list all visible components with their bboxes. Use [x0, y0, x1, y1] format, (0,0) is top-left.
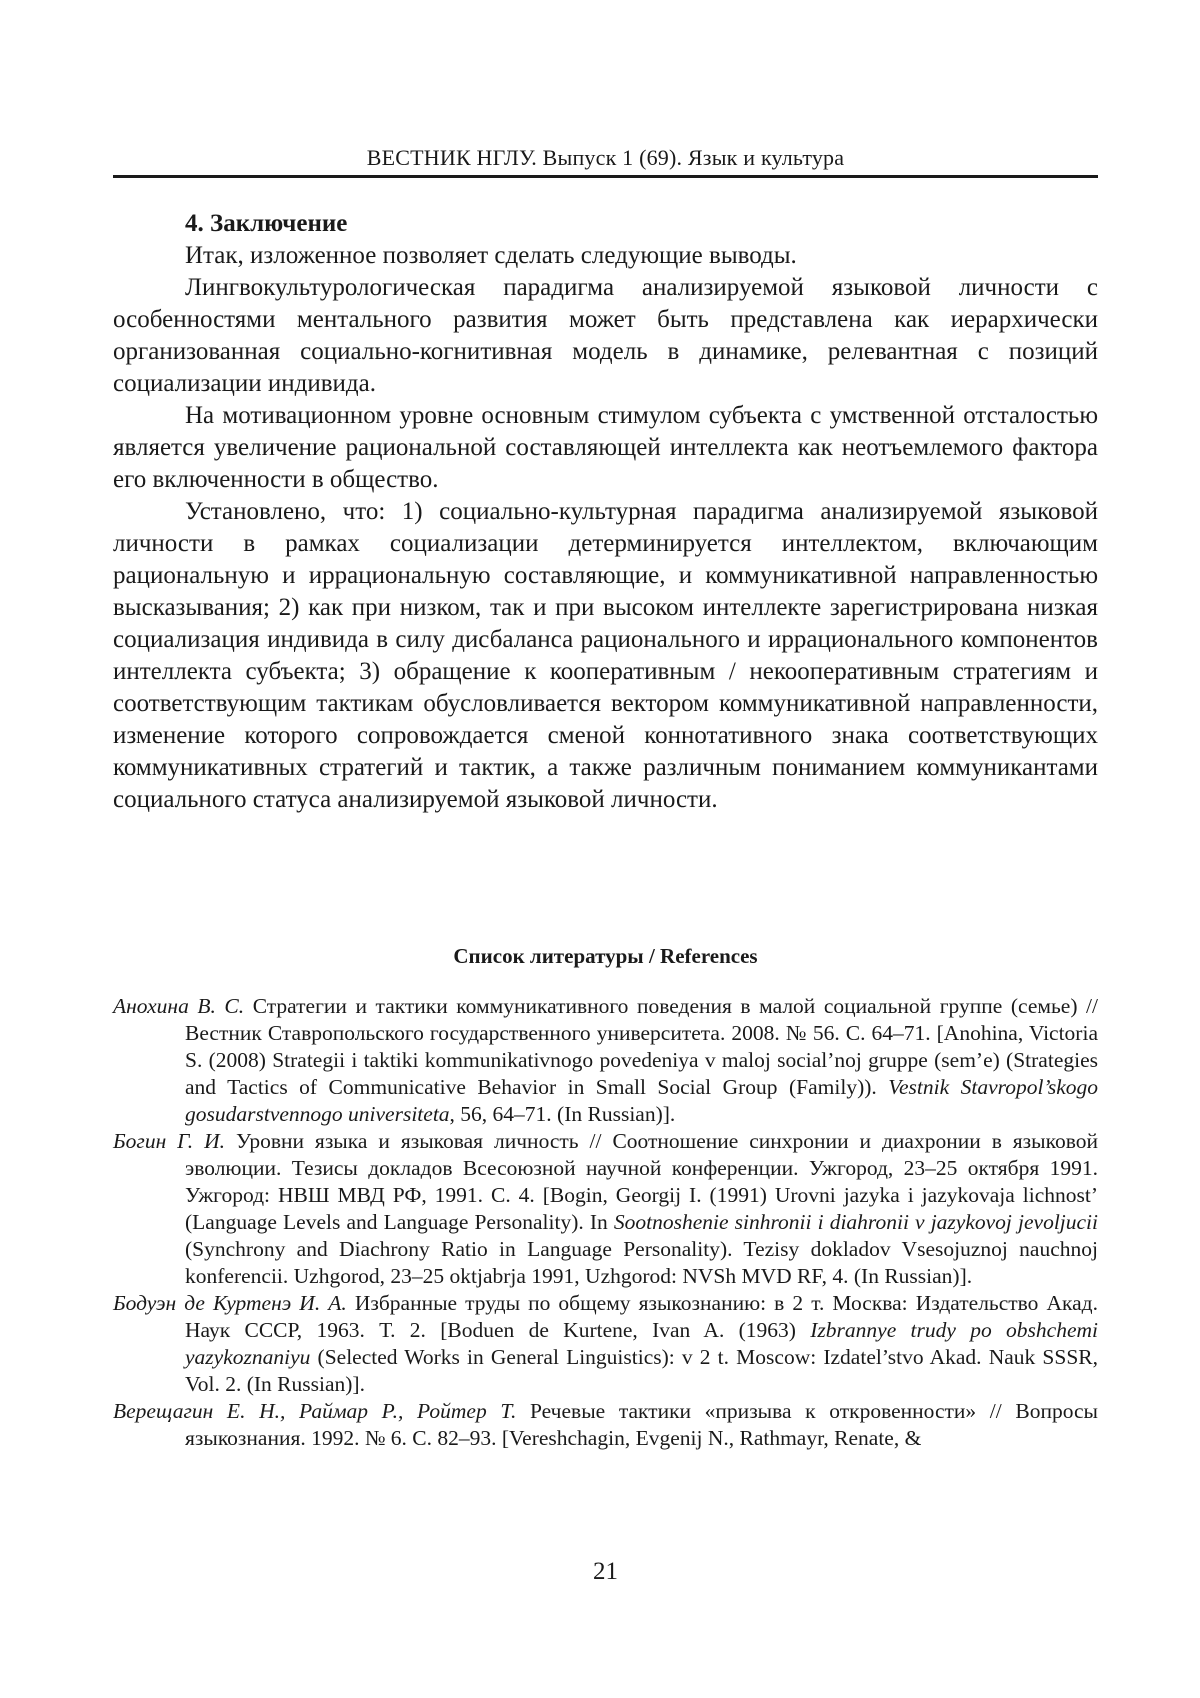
reference-source: Sootnoshenie sinhronii i diahronii v jazykovoj jevoljucii: [613, 1210, 1099, 1234]
reference-source: Vestnik Stavropol’skogo gosudarstvennogo universiteta: [185, 1075, 1098, 1126]
references-list: [113, 993, 1098, 1452]
reference-text: Избранные труды по общему языкознанию: в 2 т. Москва: Издательство Акад. Наук СССР, 1963. Т. 2. [Boduen de Kurtene, Ivan A. (1963): [185, 1291, 1098, 1342]
reference-text: (Synchrony and Diachrony Ratio in Language Personality). Tezisy dokladov Vsesojuznoj nauchnoj konferencii. Uzhgorod, 23–25 oktjabrja 1991, Uzhgorod: NVSh MVD RF, 4. (In Russian)].: [185, 1237, 1098, 1288]
reference-item: [113, 1398, 1098, 1452]
reference-item: [113, 1290, 1098, 1398]
running-head: ВЕСТНИК НГЛУ. Выпуск 1 (69). Язык и культура: [366, 145, 845, 170]
section-heading: 4. Заключение: [185, 210, 348, 237]
references-heading: Список литературы / References: [453, 944, 758, 968]
document-page: [113, 0, 1098, 1698]
reference-text: Речевые тактики «призыва к откровенности» // Вопросы языкознания. 1992. № 6. С. 82–93. [Vereshchagin, Evgenij N., Rathmayr, Renate, &: [185, 1399, 1098, 1450]
reference-author: Верещагин Е. Н., Раймар Р., Ройтер Т.: [113, 1399, 517, 1423]
reference-author: Анохина В. С.: [113, 994, 245, 1018]
page-number: 21: [593, 1558, 618, 1585]
reference-text: , 56, 64–71. (In Russian)].: [449, 1102, 676, 1126]
reference-author: Богин Г. И.: [113, 1129, 226, 1153]
reference-text: Стратегии и тактики коммуникативного поведения в малой социальной группе (семье) // Вестник Ставропольского государственного университета. 2008. № 56. С. 64–71. [Anohina, Victoria S. (2008) Strategii i taktiki kommunikativnogo povedeniya v maloj social’noj gruppe (sem’e) (Strategies and Tactics of Communicative Behavior in Small Social Group (Family)).: [185, 994, 1098, 1099]
reference-text: Уровни языка и языковая личность // Соотношение синхронии и диахронии в языковой эволюции. Тезисы докладов Всесоюзной научной конференции. Ужгород, 23–25 октября 1991. Ужгород: НВШ МВД РФ, 1991. С. 4. [Bogin, Georgij I. (1991) Urovni jazyka i jazykovaja lichnost’ (Language Levels and Language Personality). In: [185, 1129, 1098, 1234]
paragraph: Лингвокультурологическая парадигма анализируемой языковой личности с особенностями ментального развития может быть представлена как иерархически организованная социально-когнитивная модель в динамике, релевантная с позиций социализации индивида.: [113, 274, 1098, 397]
header-rule: [113, 175, 1098, 178]
conclusion-section: [113, 208, 1098, 816]
reference-text: (Selected Works in General Linguistics): v 2 t. Moscow: Izdatel’stvo Akad. Nauk SSSR, Vol. 2. (In Russian)].: [185, 1345, 1098, 1396]
paragraph: На мотивационном уровне основным стимулом субъекта с умственной отсталостью является увеличение рациональной составляющей интеллекта как неотъемлемого фактора его включенности в общество.: [113, 402, 1098, 493]
paragraph: Установлено, что: 1) социально-культурная парадигма анализируемой языковой личности в рамках социализации детерминируется интеллектом, включающим рациональную и иррациональную составляющие, и коммуникативной направленностью высказывания; 2) как при низком, так и при высоком интеллекте зарегистрирована низкая социализация индивида в силу дисбаланса рационального и иррационального компонентов интеллекта субъекта; 3) обращение к кооперативным / некооперативным стратегиям и соответствующим тактикам обусловливается вектором коммуникативной направленности, изменение которого сопровождается сменой коннотативного знака соответствующих коммуникативных стратегий и тактик, а также различным пониманием коммуникантами социального статуса анализируемой языковой личности.: [113, 498, 1098, 813]
reference-source: Izbrannye trudy po obshchemi yazykoznaniyu: [185, 1318, 1098, 1369]
reference-author: Бодуэн де Куртенэ И. А.: [113, 1291, 347, 1315]
reference-item: [113, 993, 1098, 1128]
paragraph: Итак, изложенное позволяет сделать следующие выводы.: [185, 242, 797, 269]
reference-item: [113, 1128, 1098, 1290]
